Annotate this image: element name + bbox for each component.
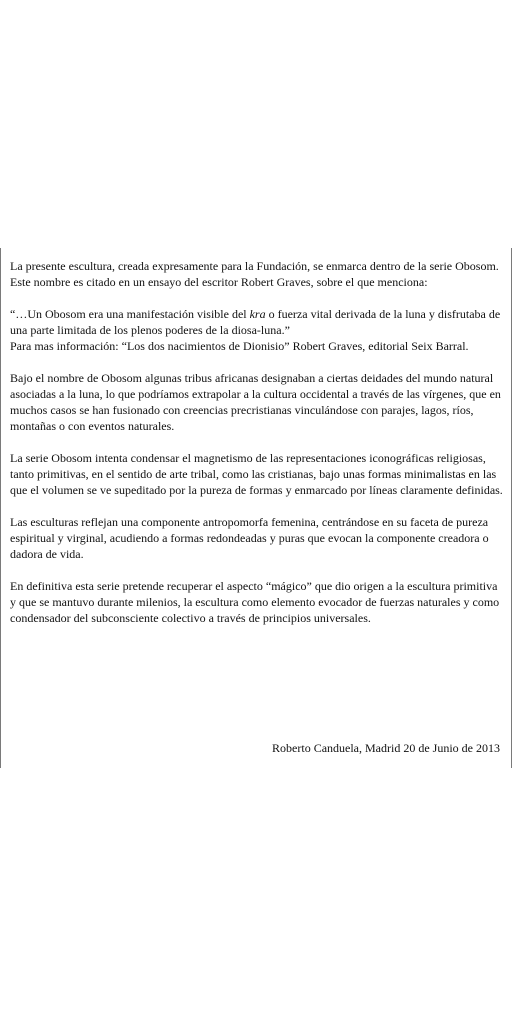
graves-quote bbox=[10, 306, 504, 338]
quote-text-start: “…Un Obosom era una manifestación visible del bbox=[10, 307, 250, 321]
author-signature-line: Roberto Canduela, Madrid 20 de Junio de 2013 bbox=[272, 741, 500, 755]
more-info-reference: Para mas información: “Los dos nacimientos de Dionisio” Robert Graves, editorial Seix Barral. bbox=[10, 339, 469, 353]
series-description-paragraph: La serie Obosom intenta condensar el magnetismo de las representaciones iconográficas religiosas, tanto primitivas, en el sentido de arte tribal, como las cristianas, bajo unas formas minimalistas en las que el volumen se ve supeditado por la pureza de formas y enmarcado por líneas claramente definidas. bbox=[10, 451, 503, 497]
page-left-border bbox=[0, 248, 1, 768]
document-page bbox=[0, 248, 512, 768]
african-tribes-paragraph: Bajo el nombre de Obosom algunas tribus africanas designaban a ciertas deidades del mundo natural asociadas a la luna, lo que podríamos extrapolar a la cultura occidental a través de las vírgenes, que en muchos casos se han fusionado con creencias precristianas vinculándose con parajes, lagos, ríos, montañas o con eventos naturales. bbox=[10, 371, 501, 433]
quote-text-end: o fuerza vital derivada de la luna y disfrutaba de una parte limitada de los plenos poderes de la diosa-luna.” bbox=[10, 307, 501, 337]
quote-kra-term: kra bbox=[249, 307, 266, 321]
sculptures-paragraph: Las esculturas reflejan una componente antropomorfa femenina, centrándose en su faceta de pureza espiritual y virginal, acudiendo a formas redondeadas y puras que evocan la componente creadora o dadora de vida. bbox=[10, 515, 489, 561]
intro-paragraph: La presente escultura, creada expresamente para la Fundación, se enmarca dentro de la serie Obosom. Este nombre es citado en un ensayo del escritor Robert Graves, sobre el que menciona: bbox=[10, 259, 499, 289]
conclusion-paragraph: En definitiva esta serie pretende recuperar el aspecto “mágico” que dio origen a la escultura primitiva y que se mantuvo durante milenios, la escultura como elemento evocador de fuerzas naturales y como condensador del subconsciente colectivo a través de principios universales. bbox=[10, 579, 500, 625]
document-body bbox=[10, 258, 504, 626]
